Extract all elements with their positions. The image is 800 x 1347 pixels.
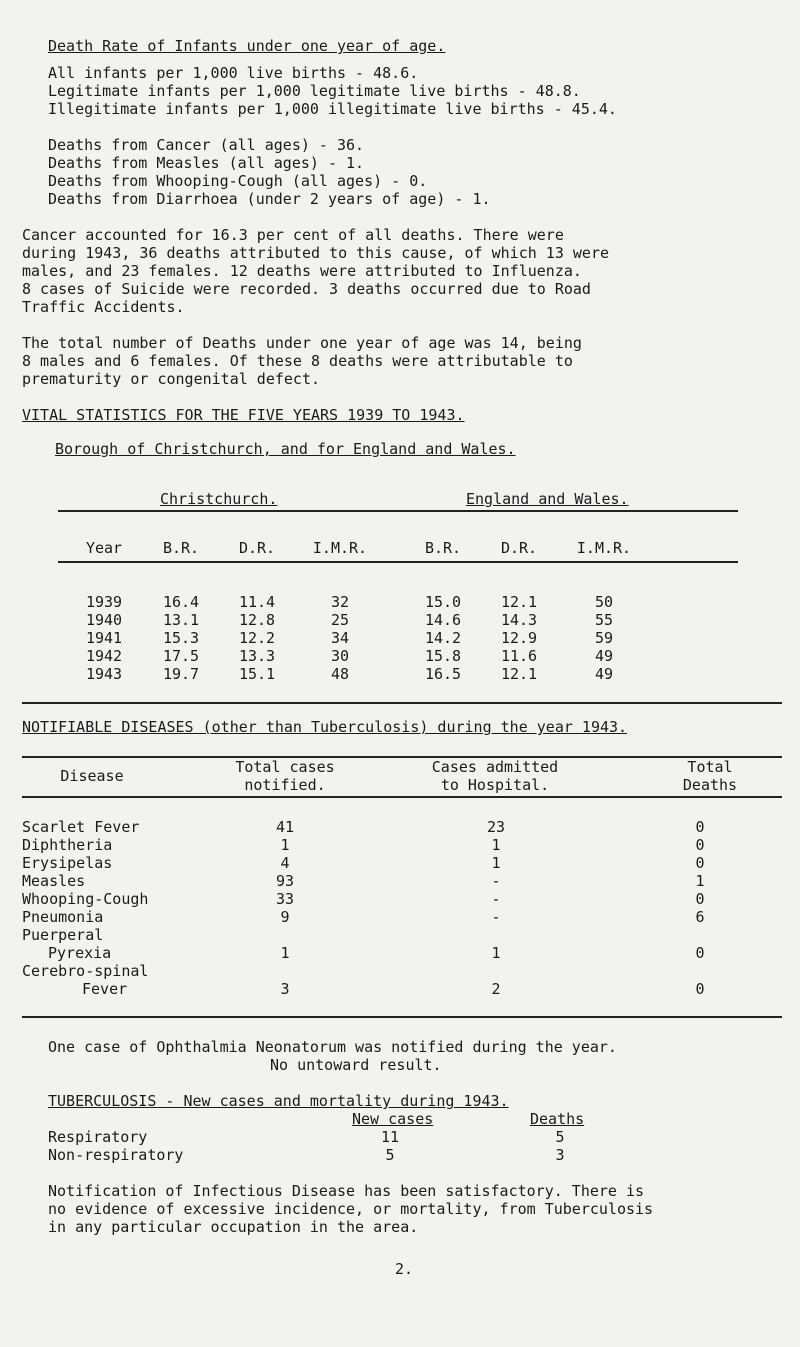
cell-christchurch-imr: 25 bbox=[330, 611, 350, 629]
cell-christchurch-imr: 48 bbox=[330, 665, 350, 683]
cell-england-imr: 55 bbox=[594, 611, 614, 629]
header-to-hospital: to Hospital. bbox=[440, 776, 550, 794]
header-disease: Disease bbox=[60, 767, 124, 785]
cell-notified: 1 bbox=[280, 944, 290, 962]
cell-england-imr: 59 bbox=[594, 629, 614, 647]
cancer-paragraph-line: 8 cases of Suicide were recorded. 3 deaths occurred due to Road bbox=[22, 280, 591, 298]
infant-line: Illegitimate infants per 1,000 illegitimate live births - 45.4. bbox=[48, 100, 617, 118]
cell-england-imr: 50 bbox=[594, 593, 614, 611]
tb-header-new-cases: New cases bbox=[352, 1110, 434, 1128]
notifiable-table-header-rule bbox=[22, 796, 782, 798]
cell-deaths: 1 bbox=[695, 872, 705, 890]
cell-admitted: 1 bbox=[491, 854, 501, 872]
disease-name: Whooping-Cough bbox=[22, 890, 149, 908]
ophthalmia-line: One case of Ophthalmia Neonatorum was notified during the year. bbox=[48, 1038, 617, 1056]
cell-deaths: 0 bbox=[695, 980, 705, 998]
header-notified: notified. bbox=[244, 776, 326, 794]
death-cause-line: Deaths from Measles (all ages) - 1. bbox=[48, 154, 365, 172]
tb-new-cases: 11 bbox=[380, 1128, 400, 1146]
cell-england-br: 15.8 bbox=[424, 647, 462, 665]
cell-england-imr: 49 bbox=[594, 647, 614, 665]
vital-table-bottom-rule bbox=[22, 702, 782, 704]
cell-england-dr: 14.3 bbox=[500, 611, 538, 629]
cell-notified: 93 bbox=[275, 872, 295, 890]
cell-christchurch-br: 16.4 bbox=[162, 593, 200, 611]
notifiable-table-bottom-rule bbox=[22, 1016, 782, 1018]
cell-christchurch-br: 13.1 bbox=[162, 611, 200, 629]
vital-statistics-subtitle: Borough of Christchurch, and for England and Wales. bbox=[55, 440, 516, 458]
cell-year: 1942 bbox=[85, 647, 123, 665]
page-number: 2. bbox=[395, 1260, 414, 1278]
total-deaths-paragraph-line: The total number of Deaths under one year of age was 14, being bbox=[22, 334, 582, 352]
cell-admitted: 1 bbox=[491, 836, 501, 854]
cell-christchurch-br: 19.7 bbox=[162, 665, 200, 683]
tb-new-cases: 5 bbox=[385, 1146, 395, 1164]
cell-england-imr: 49 bbox=[594, 665, 614, 683]
cell-deaths: 0 bbox=[695, 836, 705, 854]
disease-name-fever: Fever bbox=[82, 980, 128, 998]
tb-deaths: 5 bbox=[555, 1128, 565, 1146]
tuberculosis-title: TUBERCULOSIS - New cases and mortality during 1943. bbox=[48, 1092, 509, 1110]
header-england-imr: I.M.R. bbox=[576, 539, 632, 557]
cell-england-br: 14.2 bbox=[424, 629, 462, 647]
notifiable-diseases-title: NOTIFIABLE DISEASES (other than Tuberculosis) during the year 1943. bbox=[22, 718, 628, 736]
infant-death-rate-title: Death Rate of Infants under one year of age. bbox=[48, 37, 446, 55]
death-cause-line: Deaths from Cancer (all ages) - 36. bbox=[48, 136, 365, 154]
cell-notified: 4 bbox=[280, 854, 290, 872]
cell-england-br: 15.0 bbox=[424, 593, 462, 611]
cell-year: 1940 bbox=[85, 611, 123, 629]
disease-name: Diphtheria bbox=[22, 836, 113, 854]
death-cause-line: Deaths from Whooping-Cough (all ages) - 0. bbox=[48, 172, 428, 190]
cell-england-dr: 12.1 bbox=[500, 593, 538, 611]
cell-england-dr: 11.6 bbox=[500, 647, 538, 665]
vital-statistics-title: VITAL STATISTICS FOR THE FIVE YEARS 1939 TO 1943. bbox=[22, 406, 465, 424]
cell-year: 1939 bbox=[85, 593, 123, 611]
cell-admitted: 23 bbox=[486, 818, 506, 836]
disease-name: Pneumonia bbox=[22, 908, 104, 926]
cell-notified: 1 bbox=[280, 836, 290, 854]
disease-name: Erysipelas bbox=[22, 854, 113, 872]
ophthalmia-line: No untoward result. bbox=[270, 1056, 442, 1074]
cell-notified: 33 bbox=[275, 890, 295, 908]
cell-deaths: 6 bbox=[695, 908, 705, 926]
infant-line: All infants per 1,000 live births - 48.6. bbox=[48, 64, 419, 82]
header-total: Total bbox=[687, 758, 733, 776]
cell-england-br: 16.5 bbox=[424, 665, 462, 683]
cell-admitted: - bbox=[491, 890, 501, 908]
cell-notified: 9 bbox=[280, 908, 290, 926]
cell-christchurch-imr: 34 bbox=[330, 629, 350, 647]
disease-name-puerperal: Puerperal bbox=[22, 926, 104, 944]
tb-row-label: Non-respiratory bbox=[48, 1146, 184, 1164]
disease-name: Scarlet Fever bbox=[22, 818, 140, 836]
cell-christchurch-dr: 12.2 bbox=[238, 629, 276, 647]
disease-name-cerebro-spinal: Cerebro-spinal bbox=[22, 962, 149, 980]
christchurch-group-label: Christchurch. bbox=[160, 490, 278, 508]
cell-deaths: 0 bbox=[695, 854, 705, 872]
header-christchurch-imr: I.M.R. bbox=[312, 539, 368, 557]
cell-deaths: 0 bbox=[695, 944, 705, 962]
header-christchurch-br: B.R. bbox=[162, 539, 200, 557]
cell-england-dr: 12.1 bbox=[500, 665, 538, 683]
cancer-paragraph-line: Cancer accounted for 16.3 per cent of all deaths. There were bbox=[22, 226, 564, 244]
cell-christchurch-br: 15.3 bbox=[162, 629, 200, 647]
england-wales-group-label: England and Wales. bbox=[466, 490, 629, 508]
cancer-paragraph-line: during 1943, 36 deaths attributed to this cause, of which 13 were bbox=[22, 244, 609, 262]
vital-table-header-rule bbox=[58, 561, 738, 563]
cell-admitted: 2 bbox=[491, 980, 501, 998]
header-cases-admitted: Cases admitted bbox=[431, 758, 559, 776]
cancer-paragraph-line: Traffic Accidents. bbox=[22, 298, 185, 316]
cell-admitted: - bbox=[491, 908, 501, 926]
cell-admitted: - bbox=[491, 872, 501, 890]
cell-christchurch-imr: 32 bbox=[330, 593, 350, 611]
disease-name-pyrexia: Pyrexia bbox=[48, 944, 112, 962]
cell-christchurch-dr: 11.4 bbox=[238, 593, 276, 611]
total-deaths-paragraph-line: prematurity or congenital defect. bbox=[22, 370, 321, 388]
vital-table-top-rule bbox=[58, 510, 738, 512]
header-christchurch-dr: D.R. bbox=[238, 539, 276, 557]
header-england-br: B.R. bbox=[424, 539, 462, 557]
death-cause-line: Deaths from Diarrhoea (under 2 years of age) - 1. bbox=[48, 190, 491, 208]
cell-christchurch-dr: 12.8 bbox=[238, 611, 276, 629]
cell-year: 1943 bbox=[85, 665, 123, 683]
header-england-dr: D.R. bbox=[500, 539, 538, 557]
header-total-cases: Total cases bbox=[235, 758, 335, 776]
tb-row-label: Respiratory bbox=[48, 1128, 148, 1146]
final-paragraph-line: no evidence of excessive incidence, or mortality, from Tuberculosis bbox=[48, 1200, 654, 1218]
cell-christchurch-dr: 15.1 bbox=[238, 665, 276, 683]
cell-admitted: 1 bbox=[491, 944, 501, 962]
cancer-paragraph-line: males, and 23 females. 12 deaths were attributed to Influenza. bbox=[22, 262, 582, 280]
total-deaths-paragraph-line: 8 males and 6 females. Of these 8 deaths were attributable to bbox=[22, 352, 573, 370]
cell-christchurch-br: 17.5 bbox=[162, 647, 200, 665]
tb-header-deaths: Deaths bbox=[530, 1110, 585, 1128]
cell-deaths: 0 bbox=[695, 818, 705, 836]
cell-england-dr: 12.9 bbox=[500, 629, 538, 647]
cell-notified: 41 bbox=[275, 818, 295, 836]
tb-deaths: 3 bbox=[555, 1146, 565, 1164]
disease-name: Measles bbox=[22, 872, 86, 890]
header-deaths: Deaths bbox=[682, 776, 738, 794]
cell-year: 1941 bbox=[85, 629, 123, 647]
header-year: Year bbox=[85, 539, 123, 557]
cell-christchurch-imr: 30 bbox=[330, 647, 350, 665]
final-paragraph-line: in any particular occupation in the area. bbox=[48, 1218, 419, 1236]
cell-notified: 3 bbox=[280, 980, 290, 998]
cell-christchurch-dr: 13.3 bbox=[238, 647, 276, 665]
cell-deaths: 0 bbox=[695, 890, 705, 908]
infant-line: Legitimate infants per 1,000 legitimate live births - 48.8. bbox=[48, 82, 581, 100]
cell-england-br: 14.6 bbox=[424, 611, 462, 629]
final-paragraph-line: Notification of Infectious Disease has been satisfactory. There is bbox=[48, 1182, 645, 1200]
